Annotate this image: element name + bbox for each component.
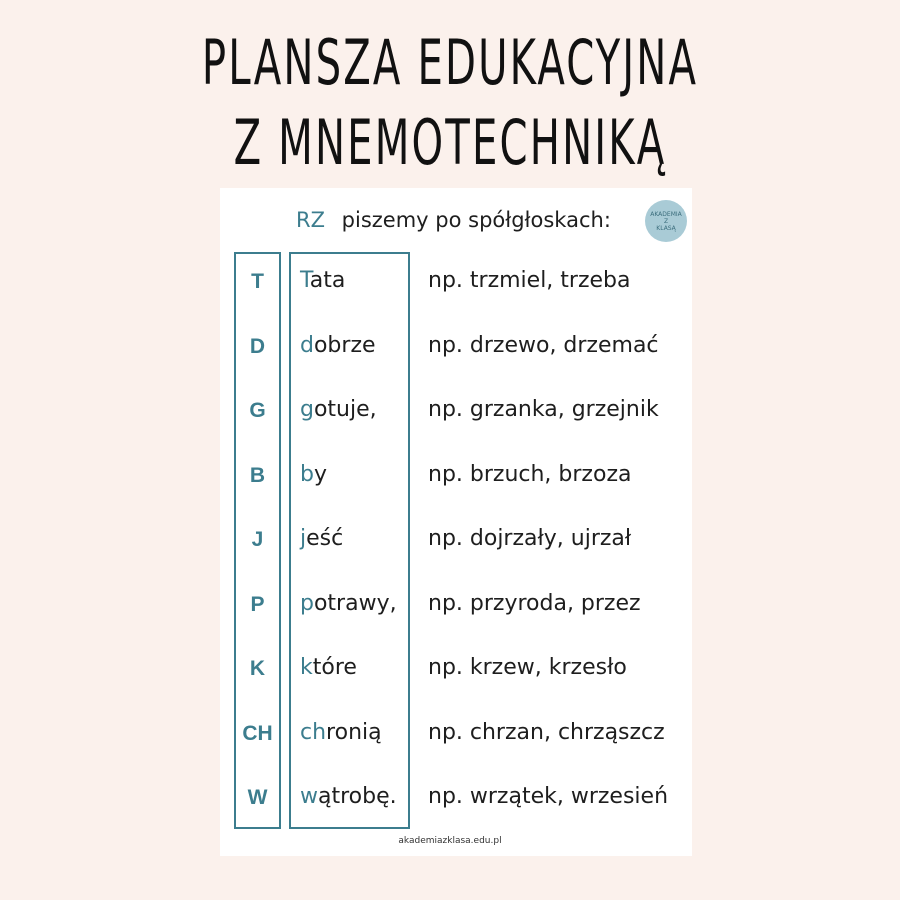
mnemonic-word	[300, 397, 377, 422]
mnemonic-word	[300, 333, 376, 358]
consonant-letter: W	[247, 786, 268, 809]
rule-row	[0, 778, 900, 818]
example-words: np. wrzątek, wrzesień	[428, 784, 669, 809]
mnemonic-word	[300, 655, 357, 680]
consonant-letter: D	[249, 334, 266, 358]
logo-text-2: Z	[663, 217, 669, 225]
mnemonic-word-initial: k	[300, 655, 313, 680]
mnemonic-word-rest: otrawy,	[313, 590, 397, 616]
consonant-letter: CH	[242, 721, 273, 745]
example-words: np. chrzan, chrząszcz	[428, 719, 665, 745]
rule-header	[296, 208, 611, 232]
example-words: np. krzew, krzesło	[428, 655, 627, 680]
rule-row	[0, 262, 900, 302]
footer-url: akademiazklasa.edu.pl	[398, 836, 502, 846]
title-line-2: Z MNEMOTECHNIKĄ	[233, 106, 667, 179]
rule-row	[0, 327, 900, 367]
mnemonic-word-rest: ata	[309, 268, 346, 293]
mnemonic-word-rest: ątrobę.	[318, 784, 397, 809]
example-words: np. brzuch, brzoza	[428, 461, 632, 487]
rule-row	[0, 585, 900, 625]
rz-label: RZ	[296, 208, 325, 232]
mnemonic-word-initial: w	[300, 784, 318, 809]
mnemonic-word-initial: g	[300, 397, 314, 422]
rule-row	[0, 714, 900, 754]
consonant-letter: J	[251, 528, 264, 551]
mnemonic-word-initial: d	[300, 332, 314, 358]
mnemonic-word-rest: y	[313, 461, 327, 487]
mnemonic-word	[300, 784, 397, 809]
rule-row	[0, 391, 900, 431]
rule-row	[0, 649, 900, 689]
title-line-1: PLANSZA EDUKACYJNA	[201, 26, 699, 99]
example-words: np. dojrzały, ujrzał	[428, 526, 632, 551]
mnemonic-word-rest: obrze	[313, 332, 376, 358]
rule-row	[0, 520, 900, 560]
mnemonic-word-rest: eść	[306, 526, 344, 551]
example-words: np. trzmiel, trzeba	[428, 268, 631, 293]
mnemonic-word	[300, 591, 397, 616]
logo	[645, 200, 687, 242]
rule-text: piszemy po spółgłoskach:	[341, 208, 611, 232]
consonant-letter: G	[249, 399, 266, 422]
example-words: np. przyroda, przez	[428, 590, 641, 616]
consonant-letter: T	[251, 270, 264, 293]
consonant-letter: K	[249, 657, 266, 680]
mnemonic-word	[300, 720, 382, 745]
mnemonic-word	[300, 526, 343, 551]
mnemonic-word	[300, 462, 327, 487]
mnemonic-word-initial: ch	[300, 719, 327, 745]
mnemonic-word-initial: j	[300, 526, 307, 551]
mnemonic-word	[300, 268, 345, 293]
consonant-letter: B	[249, 463, 266, 487]
mnemonic-word-rest: tóre	[312, 655, 357, 680]
consonant-letter: P	[250, 592, 265, 616]
mnemonic-word-rest: otuje,	[313, 397, 377, 422]
example-words: np. grzanka, grzejnik	[428, 397, 659, 422]
mnemonic-word-initial: T	[300, 268, 310, 293]
logo-text-3: KLASĄ	[656, 224, 676, 232]
logo-text-1: AKADEMIA	[650, 210, 682, 218]
mnemonic-word-rest: ronią	[326, 719, 382, 745]
mnemonic-word-initial: p	[300, 590, 314, 616]
mnemonic-word-initial: b	[300, 461, 314, 487]
rule-row	[0, 456, 900, 496]
example-words: np. drzewo, drzemać	[428, 332, 659, 358]
